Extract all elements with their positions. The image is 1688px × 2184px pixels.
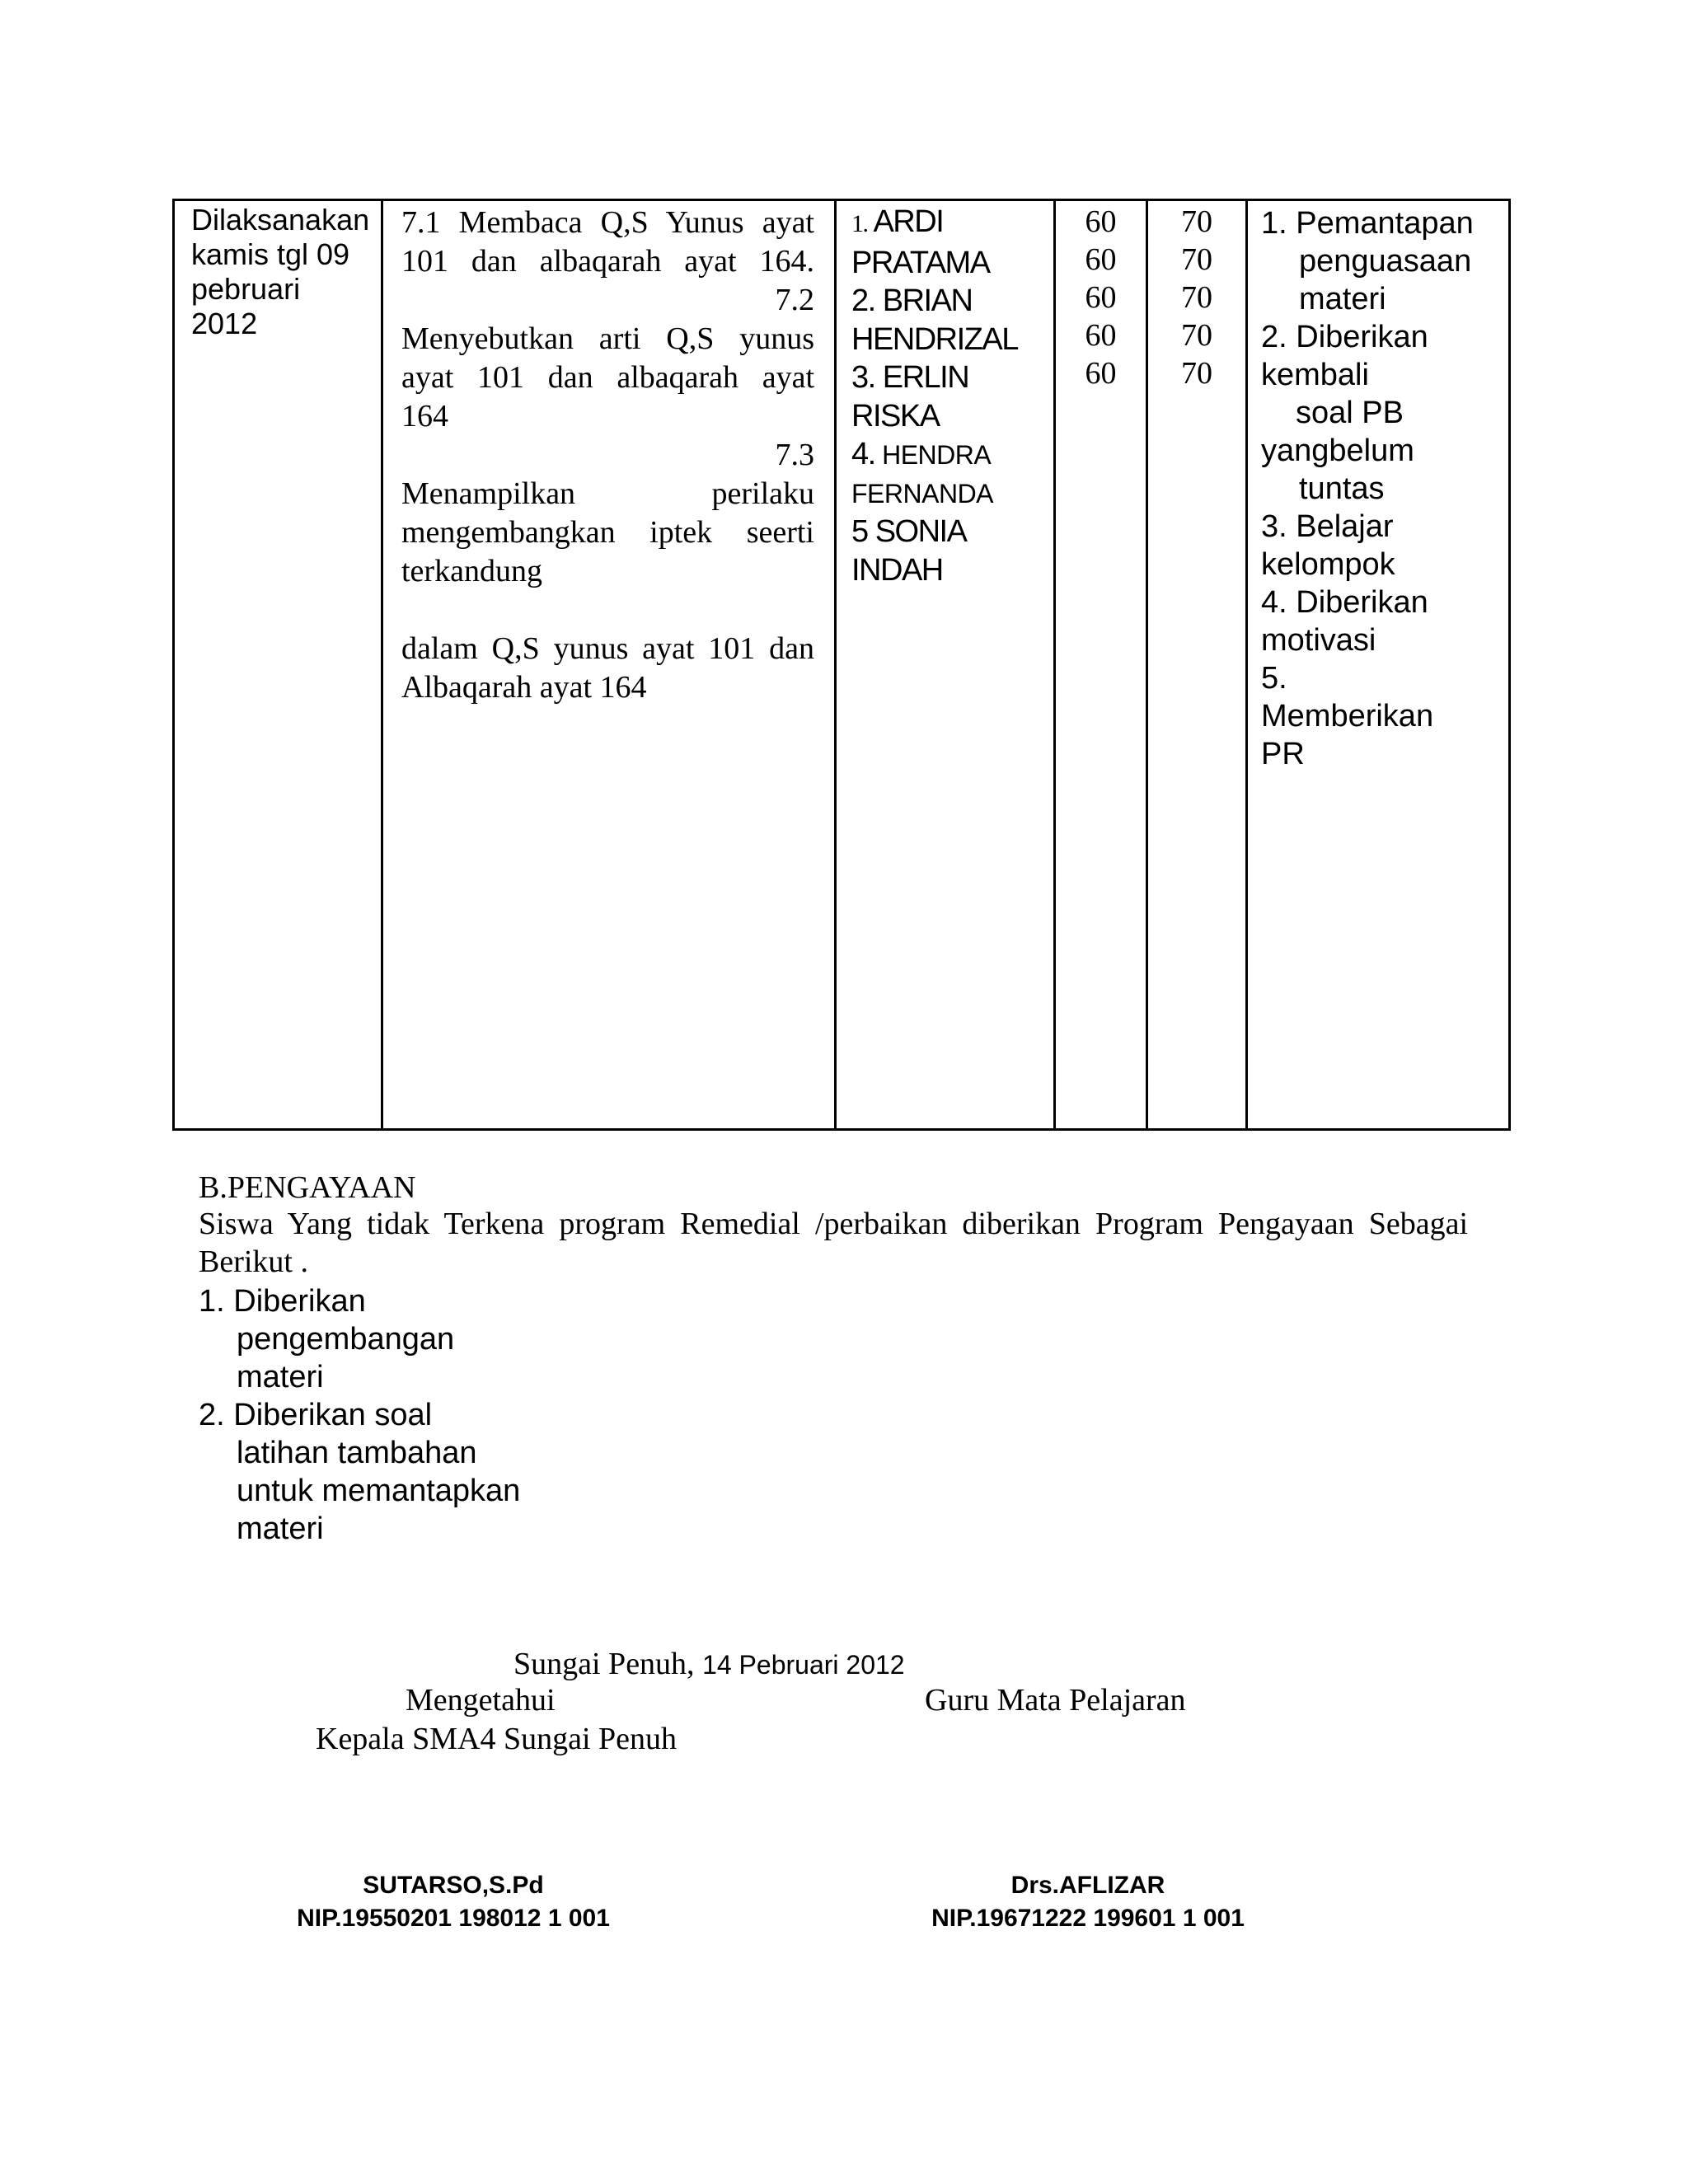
competency-line: Albaqarah ayat 164 [401, 670, 647, 705]
enrichment-item-line: materi [237, 1511, 324, 1546]
remedial-table [172, 199, 1511, 1131]
student-name: 2. BRIAN [851, 284, 973, 318]
score-after: 70 [1181, 280, 1212, 315]
student-name [851, 435, 1045, 475]
enrichment-description-end: Berikut . [199, 1244, 308, 1279]
competency-line: Menyebutkan arti Q,S yunus [401, 321, 814, 356]
student-name: RISKA [851, 398, 940, 434]
principal-title: Kepala SMA4 Sungai Penuh [316, 1722, 678, 1756]
teacher-signature-block [882, 1869, 1294, 1935]
competency-line: 101 dan albaqarah ayat 164. [401, 244, 814, 279]
student-name-text: HENDRA [874, 440, 992, 470]
date-line: 2012 [191, 307, 258, 340]
follow-up-line: kelompok [1261, 547, 1395, 582]
student-number: 4. [851, 437, 875, 471]
competency-number: 7.3 [775, 438, 814, 472]
student-name: PRATAMA [851, 245, 990, 280]
follow-up-line: materi [1299, 282, 1386, 316]
principal-name: SUTARSO,S.Pd [363, 1872, 544, 1899]
follow-up-line: 3. Belajar [1261, 509, 1394, 544]
score-after: 70 [1181, 356, 1212, 391]
date-cell [174, 200, 382, 1130]
score-before-cell [1055, 200, 1147, 1130]
place: Sungai Penuh, [513, 1647, 695, 1681]
score-after-cell [1147, 200, 1247, 1130]
enrichment-item: 1. Diberikan [199, 1284, 366, 1319]
score-before: 60 [1085, 204, 1117, 239]
enrichment-title: B.PENGAYAAN [199, 1170, 416, 1205]
follow-up-line: 5. [1261, 661, 1287, 696]
enrichment-item-line: untuk memantapkan [237, 1474, 521, 1508]
date-line: Dilaksanakan [191, 203, 370, 237]
principal-signature-block [247, 1869, 659, 1935]
student-name: 3. ERLIN [851, 360, 969, 395]
student-name: HENDRIZAL [851, 321, 1018, 357]
competency-line: Menampilkan perilaku [401, 476, 814, 511]
student-name-text: ARDI [867, 204, 944, 239]
competency-line: terkandung [401, 554, 542, 588]
competency-cell [382, 200, 836, 1130]
score-before: 60 [1085, 242, 1117, 277]
teacher-title: Guru Mata Pelajaran [925, 1683, 1186, 1718]
student-number: 1. [851, 210, 868, 237]
follow-up-line: tuntas [1299, 471, 1385, 506]
follow-up-line: kembali [1261, 358, 1369, 392]
teacher-name: Drs.AFLIZAR [1010, 1872, 1165, 1899]
enrichment-item-line: latihan tambahan [237, 1436, 477, 1470]
date: 14 Pebruari 2012 [702, 1650, 905, 1680]
enrichment-description: Siswa Yang tidak Terkena program Remedial /perbaikan diberikan Program Pengayaan Sebagai [199, 1207, 1468, 1241]
follow-up-line: Memberikan [1261, 699, 1434, 733]
blank-line [401, 591, 814, 630]
place-date [513, 1645, 905, 1684]
score-before: 60 [1085, 280, 1117, 315]
follow-up-line: soal PB [1296, 396, 1404, 430]
follow-up-line: 4. Diberikan [1261, 585, 1428, 620]
competency-line: 7.1 Membaca Q,S Yunus ayat [401, 205, 814, 240]
competency-number: 7.2 [775, 283, 814, 317]
competency-line: ayat 101 dan albaqarah ayat [401, 360, 814, 395]
date-line: pebruari [191, 272, 301, 306]
table-row [174, 200, 1510, 1130]
acknowledged-label: Mengetahui [406, 1683, 556, 1718]
follow-up-line: yangbelum [1261, 434, 1414, 468]
competency-line: mengembangkan iptek seerti [401, 515, 814, 550]
score-before: 60 [1085, 356, 1117, 391]
enrichment-item: 2. Diberikan soal [199, 1398, 433, 1432]
teacher-nip: NIP.19671222 199601 1 001 [931, 1905, 1245, 1932]
follow-up-line: 1. Pemantapan [1261, 206, 1474, 241]
follow-up-line: motivasi [1261, 623, 1376, 658]
date-line: kamis tgl 09 [191, 237, 350, 271]
score-after: 70 [1181, 242, 1212, 277]
score-after: 70 [1181, 318, 1212, 353]
follow-up-line: penguasaan [1299, 244, 1472, 279]
principal-nip: NIP.19550201 198012 1 001 [297, 1905, 610, 1932]
score-after: 70 [1181, 204, 1212, 239]
enrichment-item-line: pengembangan [237, 1322, 455, 1357]
follow-up-cell [1247, 200, 1510, 1130]
student-name: INDAH [851, 552, 943, 588]
student-name: 5 SONIA [851, 514, 967, 549]
competency-line: dalam Q,S yunus ayat 101 dan [401, 631, 814, 666]
enrichment-item-line: materi [237, 1360, 324, 1394]
follow-up-line: PR [1261, 737, 1305, 771]
competency-line: 164 [401, 399, 448, 434]
score-before: 60 [1085, 318, 1117, 353]
student-names-cell [836, 200, 1055, 1130]
enrichment-list [199, 1282, 520, 1548]
follow-up-line: 2. Diberikan [1261, 320, 1428, 354]
student-name [851, 203, 1045, 244]
student-name: FERNANDA [851, 478, 994, 509]
